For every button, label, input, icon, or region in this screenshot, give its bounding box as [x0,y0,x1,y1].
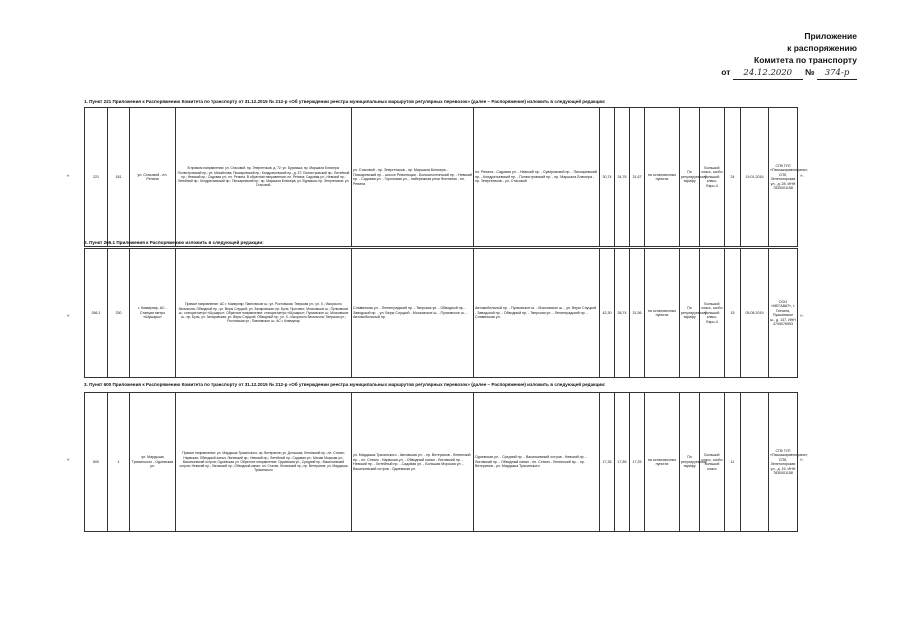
number-prefix: № [805,67,815,77]
cell-reg-type: По регулируемому тарифу [680,249,700,378]
cell-qty: 15 [725,249,741,378]
cell-vehicle-class: Большой класс, особо большой класс [700,393,725,532]
cell-carrier: ООО «МЕГАВАТ», г. Гатчина, Пушкинское ш., д. 137, ИНН 4705076953 [769,249,798,378]
table-row [85,108,798,247]
section-3-title: 3. Пункт 600 Приложения к Распоряжению Комитета по транспорту от 31.12.2015 № 212-р «Об утверждении реестра муниципальных маршрутов регулярных перевозок» (далее – Распоряжение) изложить в следующей редакции: [84,382,606,387]
date-prefix: от [721,67,731,77]
cell-len-back: 34,76 [615,108,630,247]
cell-reg-type: По регулируемому тарифу [680,393,700,532]
section-2-title: 2. Пункт 266.1 Приложения к Распоряжению изложить в следующей редакции: [84,240,264,245]
cell-stop-order: на остановочных пунктах [645,249,680,378]
cell-len-total: 31,67 [630,108,645,247]
header-line-3: Комитета по транспорту [754,55,857,65]
table-row [85,249,798,378]
cell-stops: В прямом направлении: ул. Стасовой, пр. Энергетиков, д. 72; ул. Бурмиша; пр. Маршала Блюхера; Полюстровский пр.; ул. Михайлова; Пискаревский пр.; Кондратьевский пр., д. 37; Полюстровский пр.; Литейный пр.; Невский пр.; Садовая ул.; пл. Репина. В обратном направлении: пл. Репина; Садовая ул.; Невский пр.; Литейный пр.; Кондратьевский пр.; Пискаревский пр.; пр. Маршала Блюхера; ул. Бурмиша; пр. Энергетиков; ул. Стасовой. [176,108,352,247]
cell-qty: 11 [725,393,741,532]
table-row [85,393,798,532]
cell-len-back: 38,74 [615,249,630,378]
cell-vehicle-class: Большой класс, особо большой класс, Евро-4 [700,108,725,247]
cell-streets-forward: ул. Мардыша Трясинского - Автовская ул. - пр. Ветеранов - Ленинский пр. - пл. Стачек - Нарвская ул. - Обводный канал - Лиговский пр. - Невский пр. - Литейный пр. - Садовая ул. - Большая Морская ул. - Васильевский остров - Одоевская ул. [352,393,474,532]
cell-stop-order: на остановочных пунктах [645,393,680,532]
cell-carrier: СПб ГУП «Пассажиравтотранс», СПб, Зеленогорская ул., д. 15, ИНН 7830001158 [769,393,798,532]
number-value: 374-р [817,67,857,80]
cell-stops: Прямое направление: АС г. Коммунар; Павловское ш.; ул. Ростовская; Тверская ул.; ул. Х.; Ижорского батальона; Обводный пр.; ул. Веры Слуцкой; ул. Захаровская; пр. Буль; Проспект; Московское ш.; Пулковское ш.; станция метро «Шушары». Обратное направление: станция метро «Шушары»; Пулковское ш.; Московское ш.; пр. Буль; ул. Захаровская; ул. Веры Слуцкой; Обводный пр.; ул. Х.; Ижорского батальона; Тверская ул.; Ростовская ул.; Павловское ш.; АС г. Коммунар [176,249,352,378]
cell-start-date: 05.08.2019 [741,249,769,378]
cell-len-forward: 17,35 [600,393,615,532]
cell-name: г. Коммунар, АС - Станция метро «Шушары» [130,249,176,378]
section-3-table [84,392,809,532]
cell-num: 266.1 [85,249,108,378]
cell-streets-back: Автомобильный пр. - Пулковское ш. - Московское ш. - ул. Веры Слуцкой - Заводской пр. - Обводный пр. - Тверская ул. - Ленинградский пр. - Славянская ул. [474,249,600,378]
cell-len-total: 17,25 [630,393,645,532]
cell-qty: 24 [725,108,741,247]
section-1-title: 1. Пункт 221 Приложения к Распоряжению Комитета по транспорту от 31.12.2015 № 212-р «Об утверждении реестра муниципальных маршрутов регулярных перевозок» (далее – Распоряжение) изложить в следующей редакции: [84,99,606,104]
header-date-line [721,66,857,80]
document-header [721,30,857,80]
cell-carrier: СПб ГУП «Пассажиравтотранс», СПб, Зеленогорская ул., д. 28, ИНН 7830001158 [769,108,798,247]
cell-stop-order: на остановочных пунктах [645,108,680,247]
cell-route: 181 [108,108,130,247]
cell-start-date: 19.01.2016 [741,108,769,247]
cell-reg-type: По регулируемому тарифу [680,108,700,247]
cell-streets-forward: Славянская ул. - Ленинградский пр. - Тверская ул. - Обводный пр. - Заводской пр. - ул. Веры Слуцкой - Московское ш. - Пулковское ш. - Автомобильный пр. [352,249,474,378]
cell-len-forward: 42,30 [600,249,615,378]
cell-name: ул. Мардыша Трясинского - Одоевская ул. [130,393,176,532]
section-1-open-quote: « [67,173,70,178]
header-line-1: Приложение [804,31,857,41]
cell-num: 600 [85,393,108,532]
section-2-close-quote: ». [800,313,804,318]
section-1-close-quote: ». [800,173,804,178]
section-3-open-quote: « [67,457,70,462]
cell-num: 221 [85,108,108,247]
section-2-table [84,248,798,378]
cell-name: ул. Стасовой - пл. Репина [130,108,176,247]
cell-streets-back: пл. Репина - Садовая ул. - Невский пр. - Суворовский пр. - Пискаревский пр. - Кондратьевский пр. - Полюстровский пр. - пр. Маршала Блюхера - пр. Энергетиков - ул. Стасовой [474,108,600,247]
section-1-table [84,107,809,247]
cell-len-back: 17,85 [615,393,630,532]
cell-start-date [741,393,769,532]
cell-route: 1 [108,393,130,532]
cell-len-forward: 30,74 [600,108,615,247]
cell-len-total: 31,56 [630,249,645,378]
section-2-open-quote: « [67,313,70,318]
cell-vehicle-class: Большой класс, особо большой класс, Евро-4 [700,249,725,378]
cell-stops: Прямое направление: ул. Мардыша Трясинского; пр. Ветеранов; ул. Дольская; Ленинский пр.; пл. Стачек; Нарвская; Обводный канал; Лиговский пр.; Невский пр.; Литейный пр.; Садовая ул.; Малая Морская ул.; Васильевский остров; Одоевская ул. Обратное направление: Одоевская ул.; Средний пр.; Васильевский остров; Невский пр.; Лиговский пр.; Обводный канал; пл. Стачек; Ленинский пр.; пр. Ветеранов; ул. Мардыша Трясинского [176,393,352,532]
cell-route: 330 [108,249,130,378]
header-line-2: к распоряжению [787,43,857,53]
cell-streets-back: Одоевская ул. - Средний пр. - Васильевский остров - Невский пр. - Лиговский пр. - Обводный канал - пл. Стачек - Ленинский пр. - пр. Ветеранов - ул. Мардыша Трясинского [474,393,600,532]
cell-streets-forward: ул. Стасовой - пр. Энергетиков - пр. Маршала Блюхера - Пискаревский пр. - шоссе Революции - Большеохтинский пр. - Невский пр. - Садовая ул. - Гороховая ул. - набережная реки Фонтанки - пл. Репина [352,108,474,247]
date-value: 24.12.2020 [733,67,803,80]
section-3-close-quote: ». [800,457,804,462]
